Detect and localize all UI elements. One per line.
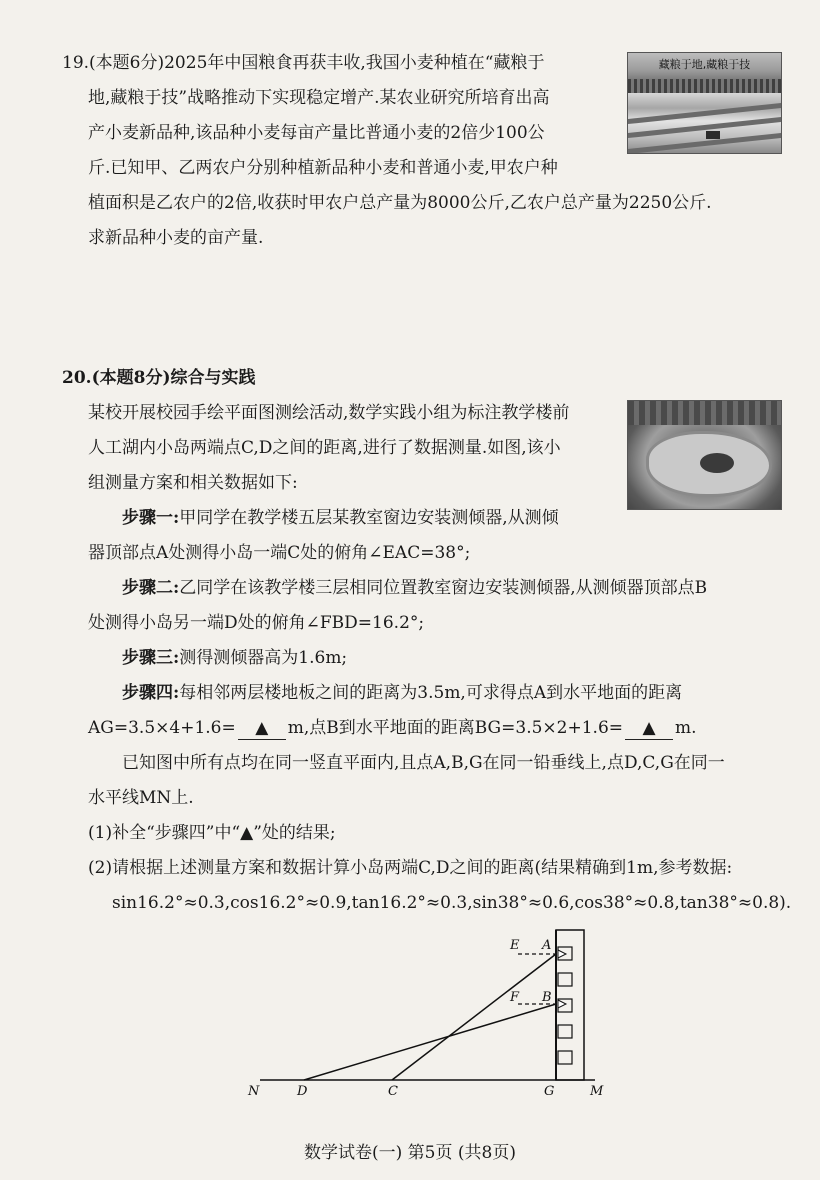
known-line-2: 水平线MN上. — [88, 788, 194, 808]
label-d: D — [297, 1084, 308, 1099]
label-c: C — [388, 1084, 398, 1099]
sight-line-ac — [392, 954, 556, 1080]
label-m: M — [590, 1084, 604, 1099]
part2-line-1: (2)请根据上述测量方案和数据计算小岛两端C,D之间的距离(结果精确到1m,参考数据: — [88, 858, 733, 878]
q19-line-3: 产小麦新品种,该品种小麦每亩产量比普通小麦的2倍少100公 — [88, 123, 545, 143]
step4-text-a: 每相邻两层楼地板之间的距离为3.5m,可求得点A到水平地面的距离 — [179, 683, 683, 703]
label-e: E — [510, 938, 520, 953]
clinometer-b — [558, 1000, 566, 1008]
step2-label: 步骤二: — [122, 578, 180, 598]
step2-text-a: 乙同学在该教学楼三层相同位置教室窗边安装测倾器,从测倾器顶部点B — [179, 578, 708, 598]
step4-text-b3: m. — [675, 718, 697, 738]
q20-intro-1: 某校开展校园手绘平面图测绘活动,数学实践小组为标注教学楼前 — [88, 403, 570, 423]
q20-intro-2: 人工湖内小岛两端点C,D之间的距离,进行了数据测量.如图,该小 — [88, 438, 561, 458]
part1-line: (1)补全“步骤四”中“▲”处的结果; — [88, 823, 336, 843]
wheat-field-photo — [627, 52, 782, 154]
island-graphic — [700, 453, 734, 473]
lake-island-photo — [627, 400, 782, 510]
answer-blank-bg: ▲ — [625, 717, 673, 740]
window — [558, 1051, 572, 1064]
harvester-graphic — [706, 131, 720, 139]
step1-text-a: 甲同学在教学楼五层某教室窗边安装测倾器,从测倾 — [179, 508, 559, 528]
part2-line-2: sin16.2°≈0.3,cos16.2°≈0.9,tan16.2°≈0.3,sin38°≈0.6,cos38°≈0.8,tan38°≈0.8). — [112, 893, 792, 913]
step3-label: 步骤三: — [122, 648, 180, 668]
label-a: A — [542, 938, 552, 953]
q19-line-6: 求新品种小麦的亩产量. — [88, 228, 264, 248]
q19-line-1: 19.(本题6分)2025年中国粮食再获丰收,我国小麦种植在“藏粮于 — [62, 53, 545, 73]
window — [558, 973, 572, 986]
label-b: B — [542, 990, 552, 1005]
photo-caption: 藏粮于地,藏粮于技 — [658, 58, 751, 71]
step2-line-1 — [122, 577, 707, 599]
q20-intro-3: 组测量方案和相关数据如下: — [88, 473, 298, 493]
q19-line-4: 斤.已知甲、乙两农户分别种植新品种小麦和普通小麦,甲农户种 — [88, 158, 558, 178]
step2-line-2: 处测得小岛另一端D处的俯角∠FBD=16.2°; — [88, 613, 425, 633]
step4-text-b2: m,点B到水平地面的距离BG=3.5×2+1.6= — [287, 718, 624, 738]
q19-line-2: 地,藏粮于技”战略推动下实现稳定增产.某农业研究所培育出高 — [88, 88, 550, 108]
label-n: N — [248, 1084, 260, 1099]
step4-label: 步骤四: — [122, 683, 180, 703]
step3-text: 测得测倾器高为1.6m; — [179, 648, 348, 668]
page-footer: 数学试卷(一) 第5页 (共8页) — [304, 1143, 516, 1163]
label-g: G — [544, 1084, 555, 1099]
step1-label: 步骤一: — [122, 508, 180, 528]
step4-text-b1: AG=3.5×4+1.6= — [88, 718, 236, 738]
sight-line-bd — [304, 1004, 556, 1080]
geometry-figure — [240, 925, 620, 1110]
step1-line-1 — [122, 507, 559, 529]
step3-line — [122, 647, 347, 669]
q20-title: 20.(本题8分)综合与实践 — [62, 368, 256, 388]
answer-blank-ag: ▲ — [238, 717, 286, 740]
tree-line-graphic — [628, 401, 781, 425]
clinometer-a — [558, 950, 566, 958]
tree-line-graphic — [628, 79, 781, 93]
label-f: F — [510, 990, 520, 1005]
step4-line-1 — [122, 682, 682, 704]
step4-line-2 — [88, 717, 697, 740]
known-line-1: 已知图中所有点均在同一竖直平面内,且点A,B,G在同一铅垂线上,点D,C,G在同一 — [122, 753, 725, 773]
step1-line-2: 器顶部点A处测得小岛一端C处的俯角∠EAC=38°; — [88, 543, 471, 563]
q19-line-5: 植面积是乙农户的2倍,收获时甲农户总产量为8000公斤,乙农户总产量为2250公斤. — [88, 193, 712, 213]
window — [558, 1025, 572, 1038]
